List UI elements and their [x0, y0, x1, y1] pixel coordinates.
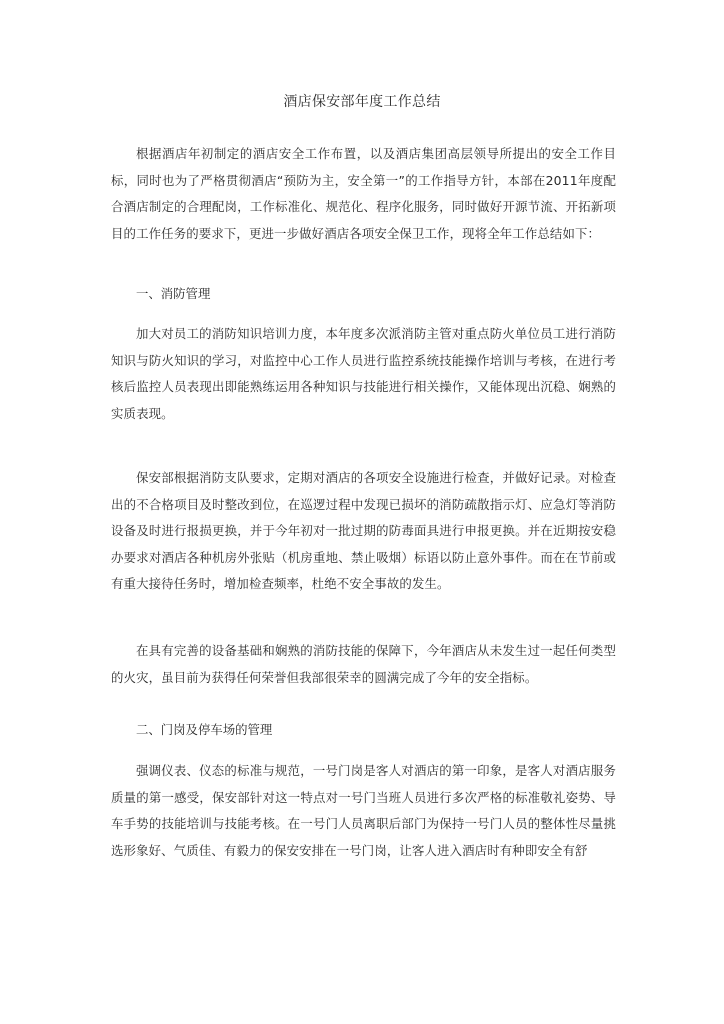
- section1-paragraph-2: 保安部根据消防支队要求，定期对酒店的各项安全设施进行检查，并做好记录。对检查出的不合格项目及时整改到位，在巡逻过程中发现已损坏的消防疏散指示灯、应急灯等消防设备及时进行报损更换，并于今年初对一批过期的防毒面具进行申报更换。并在近期按安稳办要求对酒店各种机房外张贴（机房重地、禁止吸烟）标语以防止意外事件。而在在节前或有重大接待任务时，增加检查频率，杜绝不安全事故的发生。: [111, 470, 616, 591]
- document-title: 酒店保安部年度工作总结: [283, 94, 441, 110]
- section2-paragraph-1: 强调仪表、仪态的标准与规范，一号门岗是客人对酒店的第一印象，是客人对酒店服务质量的第一感受，保安部针对这一特点对一号门当班人员进行多次严格的标准敬礼姿势、导车手势的技能培训与技能考核。在一号门人员离职后部门为保持一号门人员的整体性尽量挑选形象好、气质佳、有毅力的保安安排在一号门岗，让客人进入酒店时有种即安全有舒: [111, 763, 616, 858]
- section1-paragraph-1: 加大对员工的消防知识培训力度，本年度多次派消防主管对重点防火单位员工进行消防知识与防火知识的学习，对监控中心工作人员进行监控系统技能操作培训与考核，在进行考核后监控人员表现出即能熟练运用各种知识与技能进行相关操作，又能体现出沉稳、娴熟的实质表现。: [111, 326, 616, 421]
- intro-paragraph: 根据酒店年初制定的酒店安全工作布置，以及酒店集团高层领导所提出的安全工作目标，同时也为了严格贯彻酒店“预防为主，安全第一”的工作指导方针，本部在2011年度配合酒店制定的合理配岗，工作标准化、规范化、程序化服务，同时做好开源节流、开拓新项目的工作任务的要求下，更进一步做好酒店各项安全保卫工作，现将全年工作总结如下：: [111, 146, 616, 241]
- section-heading-fire-management: 一、消防管理: [136, 286, 211, 301]
- section1-paragraph-3: 在具有完善的设备基础和娴熟的消防技能的保障下，今年酒店从未发生过一起任何类型的火灾，虽目前为获得任何荣誉但我部很荣幸的圆满完成了今年的安全指标。: [111, 643, 616, 685]
- section-heading-gate-parking: 二、门岗及停车场的管理: [136, 722, 273, 737]
